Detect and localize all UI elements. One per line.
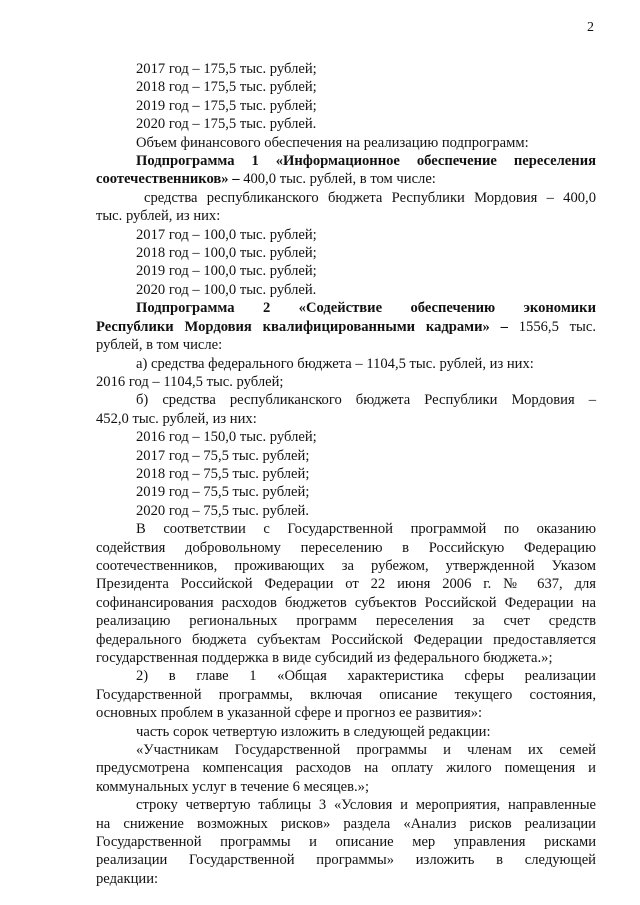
text-line: В соответствии с Государственной программой по оказанию bbox=[136, 521, 596, 538]
text-line: 2017 год – 175,5 тыс. рублей; bbox=[136, 61, 317, 77]
text-line: средства республиканского бюджета Республики Мордовия – 400,0 bbox=[144, 189, 596, 206]
text-line: 2020 год – 175,5 тыс. рублей. bbox=[136, 116, 317, 133]
text-line: 2018 год – 75,5 тыс. рублей; bbox=[136, 465, 310, 482]
subprogram-1-title-end: соотечественников» – bbox=[96, 171, 240, 188]
text-line: 2020 год – 100,0 тыс. рублей. bbox=[136, 281, 317, 298]
text-line: тыс. рублей, из них: bbox=[96, 208, 221, 225]
text-line: Объем финансового обеспечения на реализацию подпрограмм: bbox=[136, 134, 529, 151]
text-line: 2019 год – 75,5 тыс. рублей; bbox=[136, 484, 310, 501]
text-line: реализации Государственной программы» изложить в следующей bbox=[96, 852, 596, 869]
text-line: Государственной программы, включая описание текущего состояния, bbox=[96, 686, 596, 703]
subprogram-2-title: Подпрограмма 2 «Содействие обеспечению экономики bbox=[136, 300, 596, 317]
text-line: реализацию региональных программ переселения за счет средств bbox=[96, 613, 596, 630]
text-line: коммунальных услуг в течение 6 месяцев.»; bbox=[96, 778, 370, 795]
text-line: Президента Российской Федерации от 22 июня 2006 г. № 637, для bbox=[96, 576, 596, 593]
text-line: предусмотрена компенсация расходов на оплату жилого помещения и bbox=[96, 760, 596, 777]
text-line bbox=[96, 170, 596, 188]
subprogram-2-title-end: Республики Мордовия квалифицированными кадрами» – bbox=[96, 318, 508, 335]
text-line: федерального бюджета субъектам Российской Федерации предоставляется bbox=[96, 631, 596, 648]
text-line: софинансирования расходов бюджетов субъектов Российской Федерации на bbox=[96, 594, 596, 611]
subprogram-1-amount: 400,0 тыс. рублей, в том числе: bbox=[239, 171, 436, 188]
text-line: государственная поддержка в виде субсидий из федерального бюджета.»; bbox=[96, 650, 553, 666]
text-line: Государственной программы и описание мер управления рисками bbox=[96, 834, 596, 851]
text-line: 2016 год – 150,0 тыс. рублей; bbox=[136, 429, 317, 446]
text-line: редакции: bbox=[96, 870, 159, 887]
text-line bbox=[96, 318, 596, 336]
text-line: на снижение возможных рисков» раздела «Анализ рисков реализации bbox=[96, 815, 596, 832]
text-line: 2016 год – 1104,5 тыс. рублей; bbox=[96, 373, 284, 390]
text-line: рублей, в том числе: bbox=[96, 337, 223, 354]
text-line: основных проблем в указанной сфере и прогноз ее развития»: bbox=[96, 705, 483, 722]
text-line: соотечественников, проживающих за рубежом, утвержденной Указом bbox=[96, 557, 596, 574]
page-number: 2 bbox=[587, 20, 594, 35]
text-line: 2020 год – 75,5 тыс. рублей. bbox=[136, 502, 309, 519]
text-line: б) средства республиканского бюджета Республики Мордовия – bbox=[136, 392, 596, 409]
text-line: «Участникам Государственной программы и членам их семей bbox=[136, 742, 596, 759]
text-line: 2019 год – 175,5 тыс. рублей; bbox=[136, 97, 317, 114]
subprogram-1-title: Подпрограмма 1 «Информационное обеспечение переселения bbox=[136, 153, 596, 170]
text-line: 2017 год – 100,0 тыс. рублей; bbox=[136, 226, 317, 243]
text-line: 452,0 тыс. рублей, из них: bbox=[96, 410, 257, 427]
text-line: 2017 год – 75,5 тыс. рублей; bbox=[136, 447, 310, 464]
text-line: 2018 год – 100,0 тыс. рублей; bbox=[136, 245, 317, 262]
text-line: 2019 год – 100,0 тыс. рублей; bbox=[136, 263, 317, 280]
text-line: а) средства федерального бюджета – 1104,5 тыс. рублей, из них: bbox=[136, 355, 534, 372]
text-line: 2018 год – 175,5 тыс. рублей; bbox=[136, 79, 317, 96]
text-line: часть сорок четвертую изложить в следующей редакции: bbox=[136, 723, 491, 740]
text-line: строку четвертую таблицы 3 «Условия и мероприятия, направленные bbox=[136, 797, 596, 814]
document-body bbox=[96, 60, 596, 888]
text-line: содействия добровольному переселению в Российскую Федерацию bbox=[96, 539, 596, 556]
text-line: 2) в главе 1 «Общая характеристика сферы реализации bbox=[136, 668, 596, 685]
subprogram-2-amount: 1556,5 тыс. bbox=[507, 318, 596, 335]
